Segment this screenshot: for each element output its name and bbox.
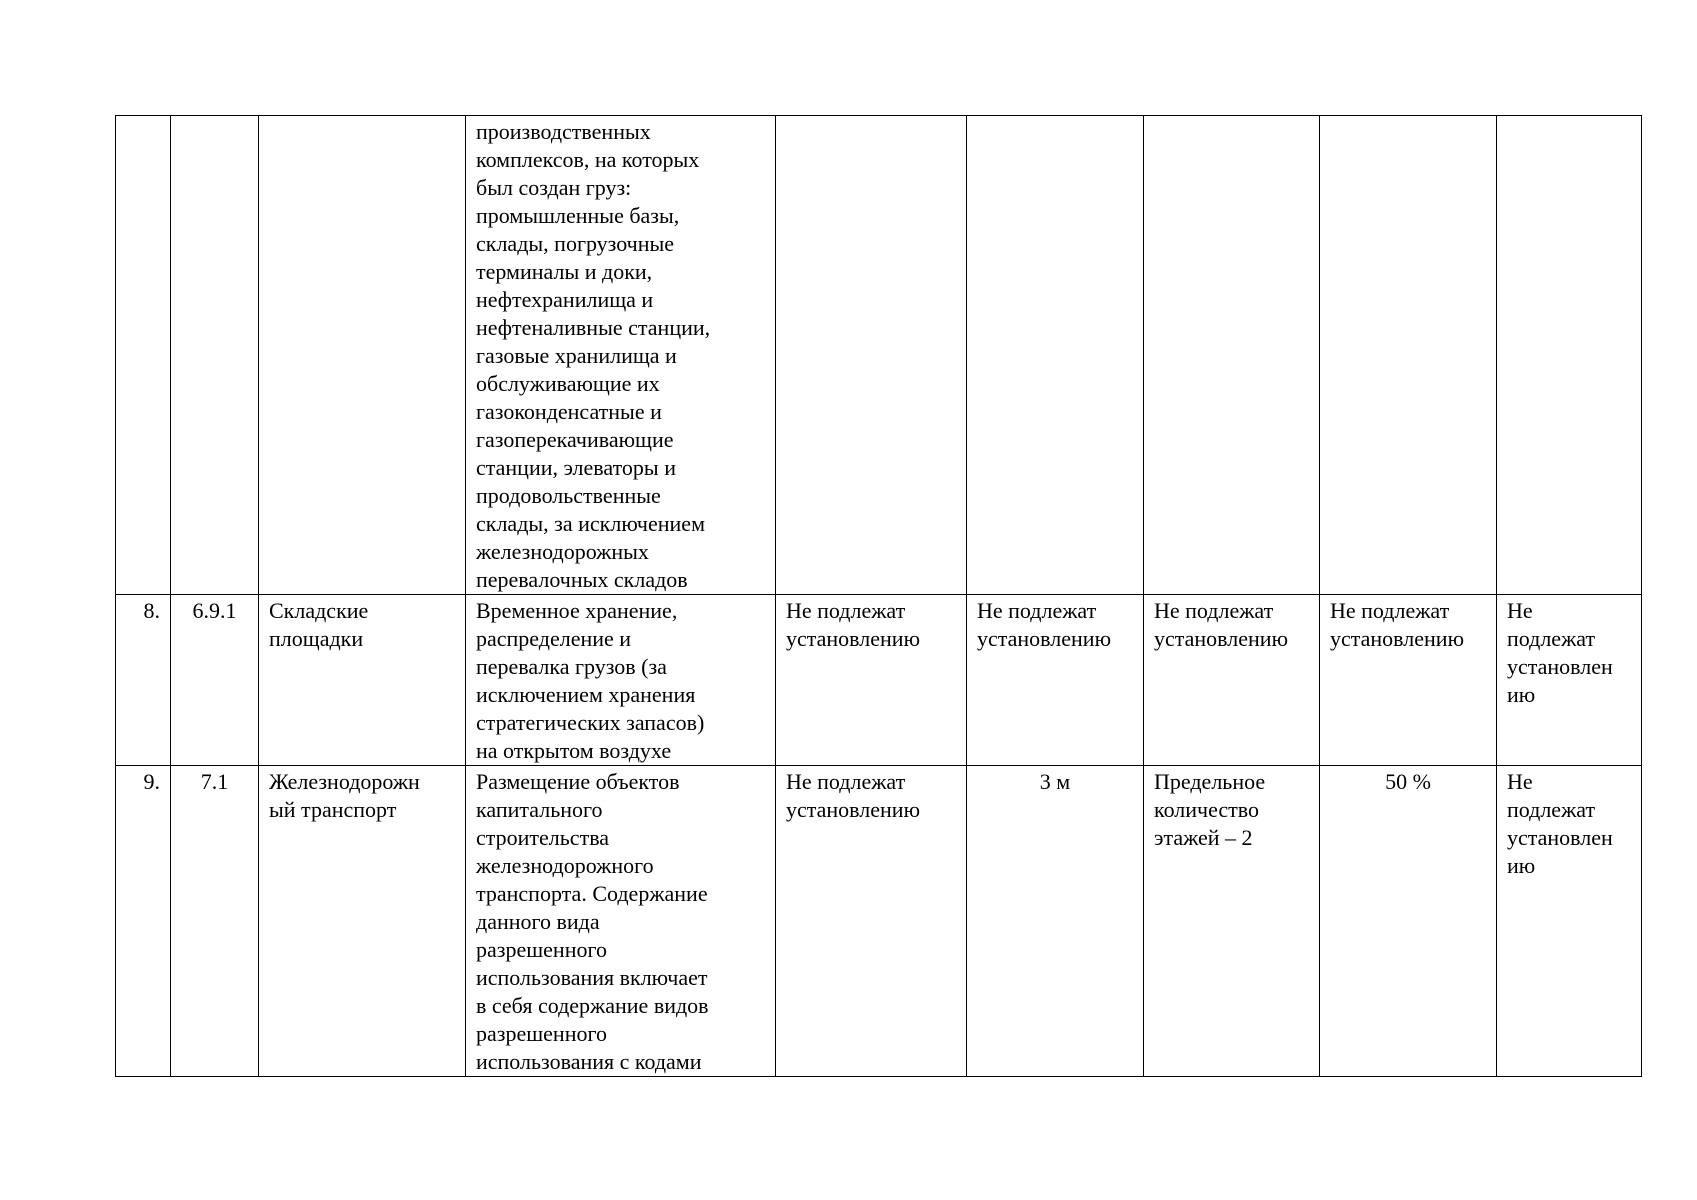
cell-name: Железнодорожн ый транспорт	[259, 766, 466, 1077]
cell-col5: Не подлежат установлению	[776, 595, 967, 766]
cell-name: Складские площадки	[259, 595, 466, 766]
cell-col5: Не подлежат установлению	[776, 766, 967, 1077]
cell-col6: Не подлежат установлению	[967, 595, 1144, 766]
cell-col7	[1144, 116, 1320, 595]
cell-num	[116, 116, 171, 595]
cell-col7: Не подлежат установлению	[1144, 595, 1320, 766]
table-row-continuation	[116, 116, 1642, 595]
cell-col9	[1497, 116, 1642, 595]
table-row	[116, 595, 1642, 766]
cell-code: 6.9.1	[171, 595, 259, 766]
cell-col6: 3 м	[967, 766, 1144, 1077]
cell-code: 7.1	[171, 766, 259, 1077]
cell-description: Временное хранение, распределение и перевалка грузов (за исключением хранения стратегических запасов) на открытом воздухе	[466, 595, 776, 766]
cell-col8: Не подлежат установлению	[1320, 595, 1497, 766]
table-row	[116, 766, 1642, 1077]
cell-col6	[967, 116, 1144, 595]
cell-num: 8.	[116, 595, 171, 766]
cell-name	[259, 116, 466, 595]
cell-col5	[776, 116, 967, 595]
cell-num: 9.	[116, 766, 171, 1077]
cell-code	[171, 116, 259, 595]
cell-col9: Не подлежат установлен ию	[1497, 766, 1642, 1077]
cell-col8: 50 %	[1320, 766, 1497, 1077]
cell-col8	[1320, 116, 1497, 595]
cell-description: производственных комплексов, на которых был создан груз: промышленные базы, склады, погрузочные терминалы и доки, нефтехранилища и нефтеналивные станции, газовые хранилища и обслуживающие их газоконденсатные и газоперекачивающие станции, элеваторы и продовольственные склады, за исключением железнодорожных перевалочных складов	[466, 116, 776, 595]
regulations-table	[115, 115, 1642, 1077]
cell-description: Размещение объектов капитального строительства железнодорожного транспорта. Содержание данного вида разрешенного использования включает в себя содержание видов разрешенного использования с кодами	[466, 766, 776, 1077]
cell-col7: Предельное количество этажей – 2	[1144, 766, 1320, 1077]
cell-col9: Не подлежат установлен ию	[1497, 595, 1642, 766]
